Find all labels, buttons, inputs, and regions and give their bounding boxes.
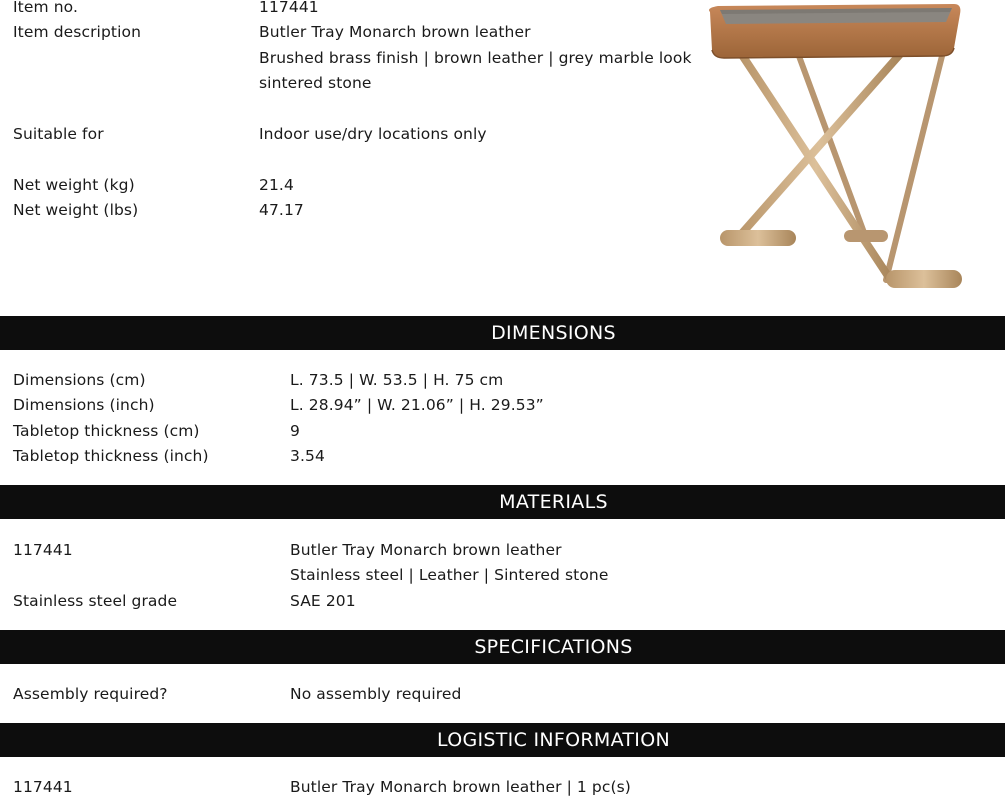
materials-header [0, 485, 1005, 519]
dimensions-header [0, 316, 1005, 350]
steel-grade-label: Stainless steel grade [13, 592, 178, 610]
tabletop-thickness-inch-value: 3.54 [290, 447, 325, 465]
dimensions-cm-label: Dimensions (cm) [13, 371, 146, 389]
materials-item-line-2: Stainless steel | Leather | Sintered stone [290, 566, 609, 584]
logistic-item-value: Butler Tray Monarch brown leather | 1 pc(s) [290, 778, 631, 796]
logistic-header [0, 723, 1005, 757]
suitable-for-label: Suitable for [13, 125, 104, 143]
dimensions-cm-value: L. 73.5 | W. 53.5 | H. 75 cm [290, 371, 504, 389]
steel-grade-value: SAE 201 [290, 592, 356, 610]
tabletop-thickness-inch-label: Tabletop thickness (inch) [13, 447, 209, 465]
net-weight-kg-value: 21.4 [259, 176, 294, 194]
suitable-for-value: Indoor use/dry locations only [259, 125, 487, 143]
specifications-header [0, 630, 1005, 664]
logistic-title: LOGISTIC INFORMATION [437, 729, 670, 751]
item-description-line-3: sintered stone [259, 74, 372, 92]
dimensions-title: DIMENSIONS [491, 322, 616, 344]
assembly-label: Assembly required? [13, 685, 168, 703]
item-no-value: 117441 [259, 0, 319, 16]
materials-item-label: 117441 [13, 541, 73, 559]
item-no-label: Item no. [13, 0, 78, 16]
net-weight-lbs-value: 47.17 [259, 201, 304, 219]
specifications-title: SPECIFICATIONS [474, 636, 633, 658]
product-image [696, 0, 966, 300]
materials-title: MATERIALS [499, 491, 608, 513]
tabletop-thickness-cm-value: 9 [290, 422, 300, 440]
tabletop-thickness-cm-label: Tabletop thickness (cm) [13, 422, 200, 440]
logistic-item-label: 117441 [13, 778, 73, 796]
net-weight-kg-label: Net weight (kg) [13, 176, 135, 194]
materials-item-line-1: Butler Tray Monarch brown leather [290, 541, 562, 559]
dimensions-inch-value: L. 28.94” | W. 21.06” | H. 29.53” [290, 396, 544, 414]
item-description-label: Item description [13, 23, 141, 41]
dimensions-inch-label: Dimensions (inch) [13, 396, 155, 414]
net-weight-lbs-label: Net weight (lbs) [13, 201, 139, 219]
item-description-line-2: Brushed brass finish | brown leather | grey marble look [259, 49, 692, 67]
item-description-line-1: Butler Tray Monarch brown leather [259, 23, 531, 41]
assembly-value: No assembly required [290, 685, 462, 703]
